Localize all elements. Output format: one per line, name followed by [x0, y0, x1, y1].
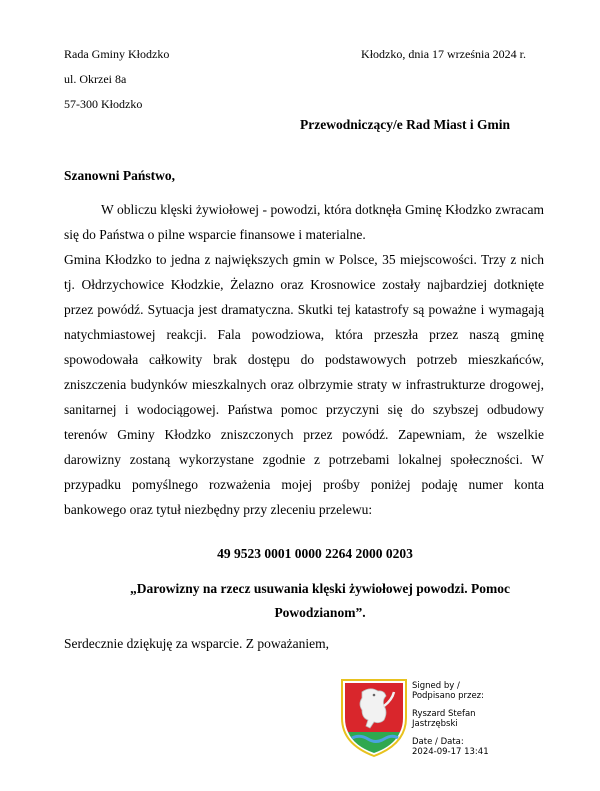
signer-name-first: Ryszard Stefan: [412, 709, 476, 719]
signature-date-value: 2024-09-17 13:41: [412, 747, 489, 757]
signer-name-last: Jastrzębski: [412, 719, 458, 729]
sender-street: ul. Okrzei 8a: [64, 72, 127, 86]
signature-date-label: Date / Data:: [412, 737, 464, 747]
recipient: Przewodniczący/e Rad Miast i Gmin: [300, 117, 510, 132]
letter-body: [64, 197, 544, 522]
paragraph-2: Gmina Kłodzko to jedna z największych gmin w Polsce, 35 miejscowości. Trzy z nich tj. Ołdrzychowice Kłodzkie, Żelazno oraz Krosnowice zostały najbardziej dotknięte przez powódź. Sytuacja jest dramatyczna. Skutki tej katastrofy są poważne i wymagają natychmiastowej reakcji. Fala powodziowa, która przeszła przez naszą gminę spowodowała całkowity brak dostępu do podstawowych potrzeb mieszkańców, zniszczenia budynków mieszkalnych oraz olbrzymie straty w infrastrukturze drogowej, sanitarnej i wodociągowej. Państwa pomoc przyczyni się do szybszej odbudowy terenów Gminy Kłodzko zniszczonych przez powódź. Zapewniam, że wszelkie darowizny zostaną wykorzystane zgodnie z potrzebami lokalnej społeczności. W przypadku pomyślnego rozważenia mojej prośby poniżej podaję numer konta bankowego oraz tytuł niezbędny przy zleceniu przelewu:: [64, 252, 544, 517]
signed-by-label-pl: Podpisano przez:: [412, 691, 485, 701]
greeting: Szanowni Państwo,: [64, 168, 176, 183]
signed-by-label: Signed by /: [412, 681, 460, 691]
transfer-title: „Darowizny na rzecz usuwania klęski żywiołowej powodzi. Pomoc Powodzianom”.: [130, 581, 510, 620]
closing-line: Serdecznie dziękuję za wsparcie. Z poważaniem,: [64, 636, 329, 651]
sender-name: Rada Gminy Kłodzko: [64, 47, 170, 61]
sender-address: [64, 42, 169, 117]
letter-date: Kłodzko, dnia 17 września 2024 r.: [361, 47, 526, 61]
sender-city: 57-300 Kłodzko: [64, 97, 143, 111]
account-number: 49 9523 0001 0000 2264 2000 0203: [217, 546, 413, 561]
paragraph-1: W obliczu klęski żywiołowej - powodzi, która dotknęła Gminę Kłodzko zwracam się do Państwa o pilne wsparcie finansowe i materialne.: [64, 202, 544, 242]
signature-details: [412, 681, 489, 757]
